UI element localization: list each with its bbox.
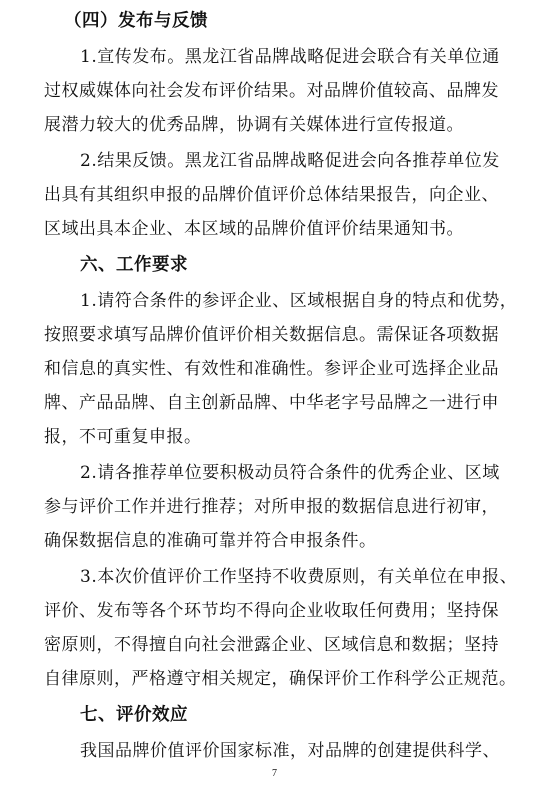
section-heading-work-requirements: 六、工作要求: [80, 255, 188, 275]
paragraph-line: 1.请符合条件的参评企业、区域根据自身的特点和优势，: [80, 291, 518, 311]
paragraph-line: 我国品牌价值评价国家标准，对品牌的创建提供科学、: [80, 741, 500, 761]
paragraph-line: 出具有其组织申报的品牌价值评价总体结果报告，向企业、: [44, 185, 499, 205]
paragraph-line: 3.本次价值评价工作坚持不收费原则，有关单位在申报、: [80, 567, 518, 587]
paragraph-line: 参与评价工作并进行推荐；对所申报的数据信息进行初审，: [44, 497, 499, 517]
paragraph-line: 自律原则，严格遵守相关规定，确保评价工作科学公正规范。: [44, 669, 517, 689]
paragraph-line: 2.请各推荐单位要积极动员符合条件的优秀企业、区域: [80, 463, 500, 483]
paragraph-line: 过权威媒体向社会发布评价结果。对品牌价值较高、品牌发: [44, 81, 499, 101]
paragraph-line: 展潜力较大的优秀品牌，协调有关媒体进行宣传报道。: [44, 115, 464, 135]
paragraph-line: 确保数据信息的准确可靠并符合申报条件。: [44, 531, 377, 551]
section-heading-evaluation-effect: 七、评价效应: [80, 705, 188, 725]
paragraph-line: 牌、产品品牌、自主创新品牌、中华老字号品牌之一进行申: [44, 393, 499, 413]
paragraph-line: 评价、发布等各个环节均不得向企业收取任何费用；坚持保: [44, 601, 499, 621]
paragraph-line: 报，不可重复申报。: [44, 427, 202, 447]
paragraph-line: 和信息的真实性、有效性和准确性。参评企业可选择企业品: [44, 359, 499, 379]
paragraph-line: 密原则，不得擅自向社会泄露企业、区域信息和数据；坚持: [44, 635, 499, 655]
paragraph-line: 区域出具本企业、本区域的品牌价值评价结果通知书。: [44, 219, 464, 239]
paragraph-line: 2.结果反馈。黑龙江省品牌战略促进会向各推荐单位发: [80, 151, 500, 171]
paragraph-line: 按照要求填写品牌价值评价相关数据信息。需保证各项数据: [44, 325, 499, 345]
page-number: 7: [272, 768, 277, 779]
paragraph-line: 1.宣传发布。黑龙江省品牌战略促进会联合有关单位通: [80, 47, 500, 67]
section-heading-release-feedback: （四）发布与反馈: [64, 11, 208, 31]
